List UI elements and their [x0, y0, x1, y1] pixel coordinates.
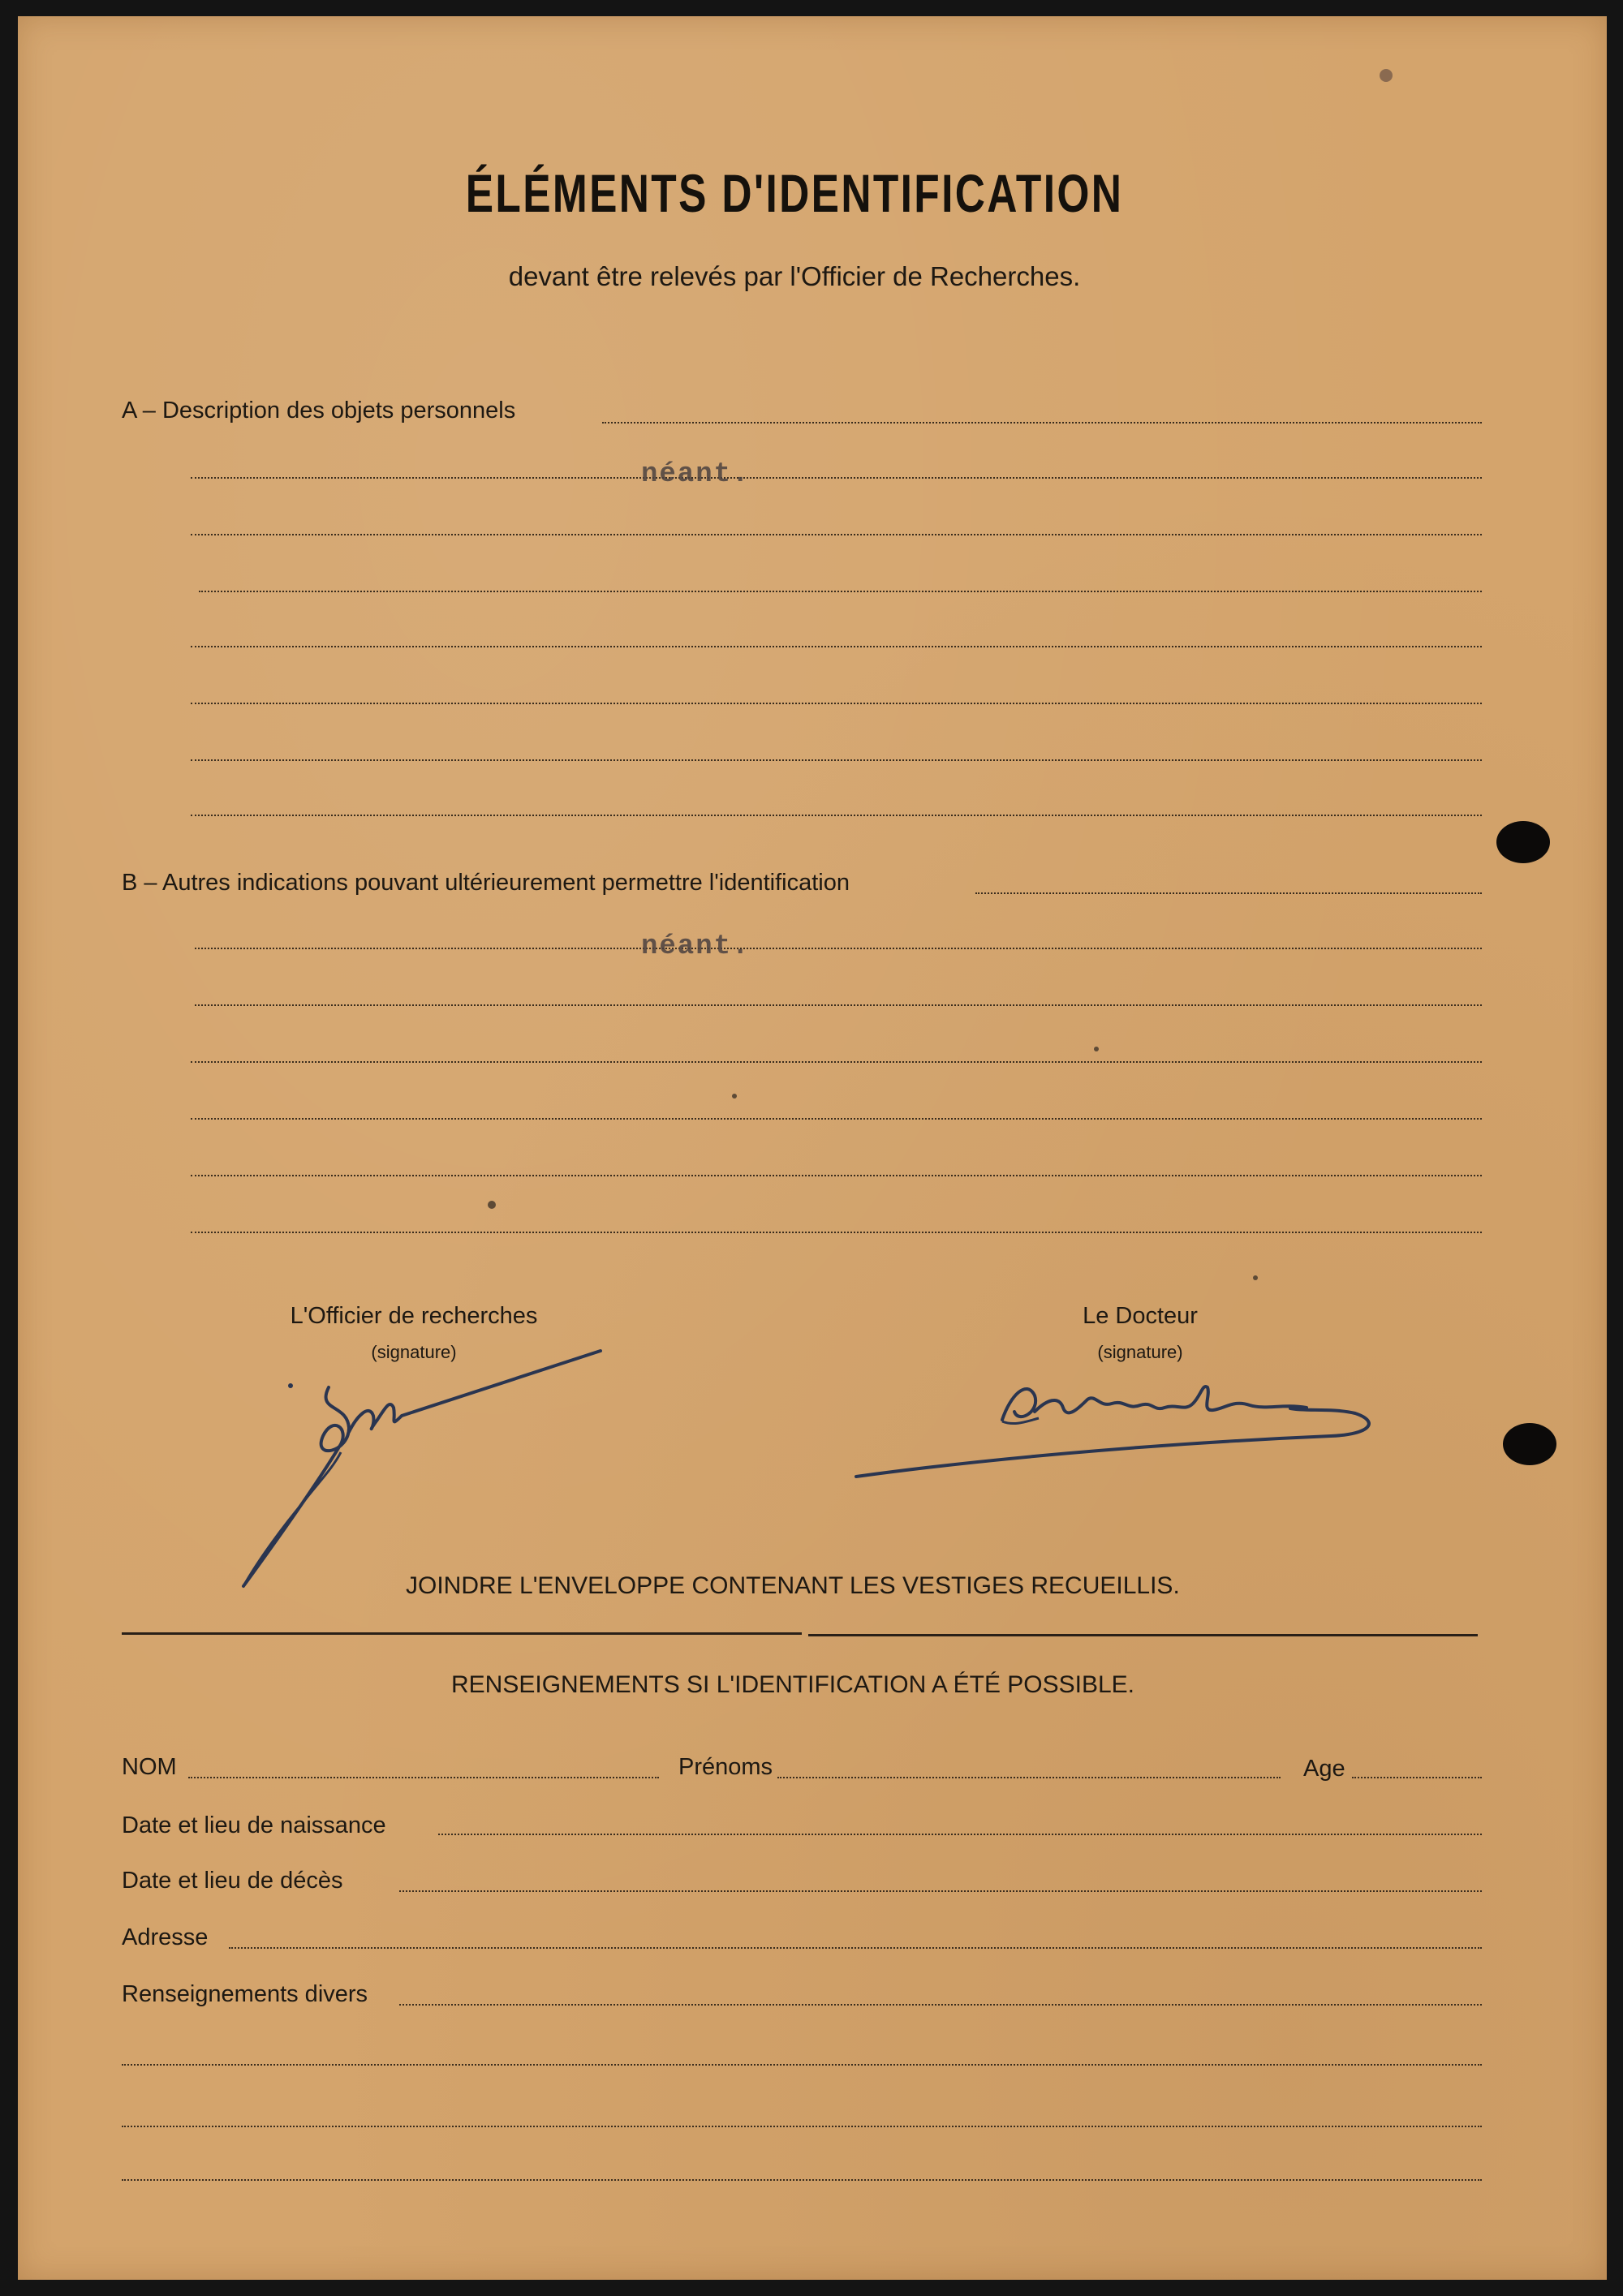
doctor-label: Le Docteur — [1083, 1303, 1198, 1329]
doctor-signature-note: (signature) — [1097, 1342, 1183, 1362]
section-a-label: A – Description des objets personnels — [122, 398, 516, 424]
section-a-typed-value: néant. — [641, 459, 751, 490]
punch-hole-upper — [1496, 821, 1550, 863]
nom-label: NOM — [122, 1754, 177, 1780]
age-field[interactable] — [1352, 1777, 1482, 1778]
section-b-typed-value: néant. — [641, 931, 751, 962]
section-a-line-7 — [191, 759, 1482, 761]
section-a-line-1 — [602, 422, 1482, 424]
paper-speck — [488, 1201, 496, 1209]
form-subtitle: devant être relevés par l'Officier de Recherches. — [508, 261, 1081, 291]
section-a-line-3 — [191, 534, 1482, 535]
officer-signature-note: (signature) — [371, 1342, 457, 1362]
section-b-line-4 — [191, 1061, 1482, 1063]
section-a-line-2 — [191, 477, 1482, 479]
divers-label: Renseignements divers — [122, 1981, 368, 2007]
form-sheet — [18, 16, 1607, 2280]
divers-field-line-4[interactable] — [122, 2179, 1482, 2181]
officer-signature — [227, 1339, 617, 1598]
section-a-line-6 — [191, 703, 1482, 704]
doctor-signature — [852, 1363, 1396, 1485]
section-a-line-8 — [191, 815, 1482, 816]
section-b-line-7 — [191, 1232, 1482, 1233]
envelope-instruction: JOINDRE L'ENVELOPPE CONTENANT LES VESTIGES RECUEILLIS. — [406, 1572, 1180, 1599]
punch-hole-lower — [1503, 1423, 1556, 1465]
section-b-line-3 — [195, 1004, 1482, 1006]
paper-speck — [732, 1094, 737, 1099]
paper-speck — [1094, 1047, 1099, 1051]
paper-speck — [1380, 69, 1393, 82]
section-b-line-5 — [191, 1118, 1482, 1120]
naissance-label: Date et lieu de naissance — [122, 1812, 386, 1838]
identification-heading: RENSEIGNEMENTS SI L'IDENTIFICATION A ÉTÉ POSSIBLE. — [451, 1671, 1135, 1698]
nom-field[interactable] — [188, 1777, 659, 1778]
divider-rule-right — [808, 1634, 1478, 1636]
section-b-line-2 — [195, 948, 1482, 949]
section-b-label: B – Autres indications pouvant ultérieurement permettre l'identification — [122, 870, 850, 896]
adresse-label: Adresse — [122, 1924, 209, 1950]
section-b-line-1 — [975, 892, 1482, 894]
section-b-line-6 — [191, 1175, 1482, 1176]
divers-field-line-3[interactable] — [122, 2126, 1482, 2127]
paper-speck — [1253, 1275, 1258, 1280]
age-label: Age — [1303, 1756, 1345, 1782]
prenoms-field[interactable] — [777, 1777, 1281, 1778]
section-a-line-5 — [191, 646, 1482, 647]
section-a-line-4 — [199, 591, 1482, 592]
naissance-field[interactable] — [438, 1834, 1482, 1835]
officer-label: L'Officier de recherches — [290, 1303, 538, 1329]
divers-field-line-1[interactable] — [399, 2004, 1482, 2006]
adresse-field[interactable] — [229, 1947, 1482, 1949]
deces-label: Date et lieu de décès — [122, 1868, 343, 1894]
divers-field-line-2[interactable] — [122, 2064, 1482, 2066]
prenoms-label: Prénoms — [678, 1754, 773, 1780]
divider-rule-left — [122, 1632, 802, 1635]
form-title: ÉLÉMENTS D'IDENTIFICATION — [465, 163, 1124, 223]
deces-field[interactable] — [399, 1890, 1482, 1892]
